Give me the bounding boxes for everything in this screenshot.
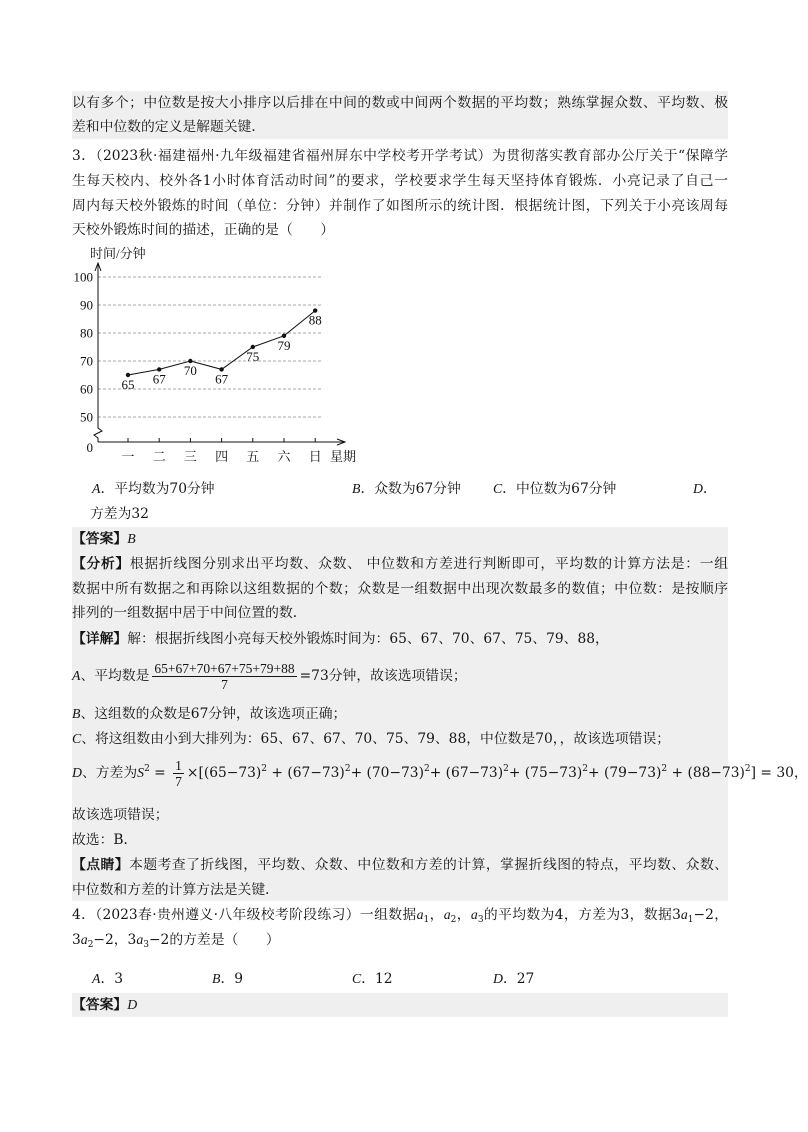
math-variable: D bbox=[72, 765, 82, 780]
q4-stem-line bbox=[72, 905, 728, 925]
option-letter: A bbox=[92, 481, 101, 496]
math-variable: $a_3$ bbox=[136, 932, 149, 950]
x-axis-label: 星期 bbox=[330, 449, 357, 464]
data-label: 65 bbox=[121, 377, 135, 392]
q3-comment-line: 中位数和方差的计算方法是关键． bbox=[72, 882, 279, 898]
option-letter: C bbox=[493, 481, 503, 496]
y-tick-label: 60 bbox=[80, 381, 93, 397]
math-variable: $a_3$ bbox=[470, 907, 484, 925]
option-letter: D bbox=[493, 971, 503, 986]
text-run: 的平均数为4，方差为3，数据3 bbox=[483, 907, 681, 923]
formula-group bbox=[72, 755, 351, 791]
comment-label: 【点睛】 bbox=[72, 857, 130, 873]
fraction bbox=[152, 661, 296, 692]
fraction-numerator: 65+67+70+67+75+79+88 bbox=[154, 661, 295, 676]
q3-analysis-line: 数据中所有数据之和再除以这组数据的个数；众数是一组数据中出现次数最多的数值；中位数：是按顺序 bbox=[72, 581, 728, 597]
option-letter: C bbox=[352, 971, 362, 986]
fraction-denominator: 7 bbox=[175, 774, 182, 789]
fraction bbox=[173, 758, 184, 789]
q3-option-a[interactable] bbox=[92, 479, 215, 499]
detail-label: 【详解】 bbox=[72, 631, 128, 647]
q3-analysis-line: 排列的一组数据中居于中间位置的数． bbox=[72, 605, 307, 621]
x-tick-label: 五 bbox=[246, 449, 260, 464]
previous-solution-line: 以有多个；中位数是按大小排序以后排在中间的数或中间两个数据的平均数；熟练掌握众数、平均数、极 bbox=[72, 95, 728, 111]
option-text: ．3 bbox=[100, 971, 124, 987]
y-axis-label: 时间/分钟 bbox=[90, 246, 146, 261]
text-run: ， bbox=[456, 907, 471, 923]
text-run: 、平均数是 bbox=[80, 668, 150, 684]
q3-answer bbox=[72, 529, 728, 549]
text-run: ， bbox=[793, 765, 808, 781]
math-variable: C bbox=[72, 731, 82, 746]
q3-detail-option-c bbox=[72, 729, 728, 749]
formula-group bbox=[430, 755, 509, 791]
option-letter: A bbox=[92, 971, 101, 986]
y-tick-label: 70 bbox=[80, 353, 93, 369]
q4-stem-line bbox=[72, 930, 728, 950]
option-letter: D bbox=[693, 481, 703, 496]
q3-analysis-line bbox=[72, 554, 728, 574]
option-text: ．中位数为67分钟 bbox=[502, 481, 617, 497]
q3-comment-line bbox=[72, 855, 728, 875]
answer-value: D bbox=[127, 997, 138, 1012]
text-run: =73分钟，故该选项错误； bbox=[299, 668, 467, 684]
q4-option-b[interactable] bbox=[212, 969, 243, 989]
q4-option-a[interactable] bbox=[92, 969, 123, 989]
x-tick-label: 二 bbox=[152, 449, 166, 464]
option-text: ．众数为67分钟 bbox=[360, 481, 461, 497]
data-label: 70 bbox=[183, 363, 197, 378]
text-run: ×[ bbox=[186, 765, 204, 781]
text-run: ， bbox=[429, 907, 444, 923]
text-run: −2的方差是（ ） bbox=[148, 932, 280, 948]
formula-group bbox=[351, 755, 430, 791]
text-run: 3 bbox=[72, 932, 81, 948]
x-tick-label: 一 bbox=[121, 449, 135, 464]
y-tick-label: 0 bbox=[86, 440, 93, 455]
math-term: $(70-73)^2$ bbox=[366, 764, 430, 781]
math-variable: B bbox=[72, 706, 81, 721]
math-term: $(88-73)^2$ bbox=[687, 764, 751, 781]
data-label: 88 bbox=[308, 312, 322, 328]
y-axis bbox=[94, 264, 102, 442]
answer-label: 【答案】 bbox=[72, 997, 128, 1013]
answer-label: 【答案】 bbox=[72, 531, 128, 547]
math-variable: $a_2$ bbox=[443, 907, 457, 925]
math-variable: A bbox=[72, 668, 81, 683]
q3-options bbox=[72, 479, 728, 499]
math-term: $(65-73)^2$ bbox=[203, 764, 268, 781]
fraction-numerator: 1 bbox=[175, 758, 182, 773]
option-text: ．平均数为70分钟 bbox=[100, 481, 215, 497]
math-variable: $a_1$ bbox=[416, 907, 430, 925]
answer-value: B bbox=[127, 531, 136, 546]
q3-option-c[interactable] bbox=[493, 479, 616, 499]
math-term: $(67-73)^2$ bbox=[287, 764, 351, 781]
text-run: + bbox=[350, 765, 367, 781]
x-tick-label: 四 bbox=[215, 449, 229, 464]
text-run: + bbox=[267, 765, 288, 781]
data-label: 79 bbox=[277, 337, 291, 353]
text-run: + bbox=[508, 765, 525, 781]
q3-detail-line bbox=[72, 629, 728, 649]
analysis-text: 根据折线图分别求出平均数、众数、 中位数和方差进行判断即可，平均数的计算方法是：一组 bbox=[129, 556, 728, 572]
y-tick-label: 90 bbox=[80, 297, 93, 313]
formula-group bbox=[588, 755, 794, 791]
option-text: ．12 bbox=[361, 971, 393, 987]
text-run: 、方差为 bbox=[81, 765, 138, 781]
q4-options bbox=[72, 969, 728, 989]
formula-group bbox=[794, 755, 808, 791]
option-letter: B bbox=[352, 481, 361, 496]
y-tick-label: 100 bbox=[73, 269, 93, 285]
text-run: 4．（2023春·贵州遵义·八年级校考阶段练习）一组数据 bbox=[72, 907, 417, 923]
exercise-time-line-chart bbox=[0, 240, 400, 470]
y-tick-label: 50 bbox=[80, 409, 93, 425]
q3-stem-line: 周内每天校外锻炼的时间（单位：分钟）并制作了如图所示的统计图．根据统计图，下列关于小亮该周每 bbox=[72, 198, 728, 214]
q3-detail-option-a bbox=[72, 658, 728, 694]
option-text: ．27 bbox=[502, 971, 535, 987]
q3-detail-option-d bbox=[72, 755, 808, 791]
previous-solution-line: 差和中位数的定义是解题关键． bbox=[72, 119, 266, 135]
option-letter: B bbox=[212, 971, 221, 986]
fraction-denominator: 7 bbox=[221, 677, 228, 692]
comment-text: 本题考查了折线图，平均数、众数、中位数和方差的计算，掌握折线图的特点，平均数、众数、 bbox=[129, 857, 729, 873]
math-term: $(75-73)^2$ bbox=[524, 764, 588, 781]
x-tick-label: 六 bbox=[277, 449, 291, 464]
q4-option-d[interactable] bbox=[493, 969, 534, 989]
data-label: 67 bbox=[152, 371, 166, 387]
text-run: = bbox=[149, 765, 171, 781]
detail-text: 解：根据折线图小亮每天校外锻炼时间为：65、67、70、67、75、79、88， bbox=[127, 631, 609, 647]
text-run: 、这组数的众数是67分钟，故该选项正确； bbox=[80, 706, 347, 722]
data-label: 75 bbox=[246, 349, 260, 364]
q3-option-d[interactable] bbox=[693, 479, 717, 499]
option-text: ．9 bbox=[220, 971, 244, 987]
text-run: 、将这组数由小到大排列为：65、67、67、70、75、79、88，中位数是70，，故该选项错误； bbox=[81, 731, 671, 747]
text-run: ] = 30 bbox=[750, 765, 794, 781]
text-run: −2， bbox=[693, 907, 729, 923]
math-variable: $a_2$ bbox=[80, 932, 94, 950]
option-text: ． bbox=[702, 481, 717, 497]
text-run: −2，3 bbox=[93, 932, 137, 948]
q3-stem-line: 天校外锻炼时间的描述，正确的是（ ） bbox=[72, 222, 335, 238]
q4-answer bbox=[72, 995, 728, 1015]
q3-option-d-continued[interactable]: 方差为32 bbox=[90, 506, 149, 522]
q3-option-b[interactable] bbox=[352, 479, 461, 499]
data-label: 67 bbox=[215, 371, 229, 387]
q3-stem-line: 3．（2023秋·福建福州·九年级福建省福州屏东中学校考开学考试）为贯彻落实教育部办公厅关于“保障学 bbox=[72, 148, 728, 164]
q3-conclusion: 故选：B． bbox=[72, 832, 138, 848]
formula-group bbox=[509, 755, 588, 791]
text-run: + bbox=[667, 765, 688, 781]
math-term: $(67-73)^2$ bbox=[445, 764, 509, 781]
x-tick-label: 三 bbox=[183, 449, 197, 464]
math-variable: $a_1$ bbox=[680, 907, 694, 925]
text-run: + bbox=[429, 765, 446, 781]
analysis-label: 【分析】 bbox=[72, 556, 130, 572]
text-run: + bbox=[587, 765, 604, 781]
q3-stem-line: 生每天校内、校外各1小时体育活动时间”的要求，学校要求学生每天坚持体育锻炼．小亮记录了自己一 bbox=[72, 173, 728, 189]
math-variable: $S^2$ bbox=[137, 764, 150, 780]
math-term: $(79-73)^2$ bbox=[603, 764, 668, 781]
x-tick-label: 日 bbox=[308, 449, 322, 464]
y-tick-label: 80 bbox=[80, 325, 93, 341]
q3-detail-line: 故该选项错误； bbox=[72, 807, 169, 823]
q4-option-c[interactable] bbox=[352, 969, 393, 989]
q3-detail-option-b bbox=[72, 704, 728, 724]
